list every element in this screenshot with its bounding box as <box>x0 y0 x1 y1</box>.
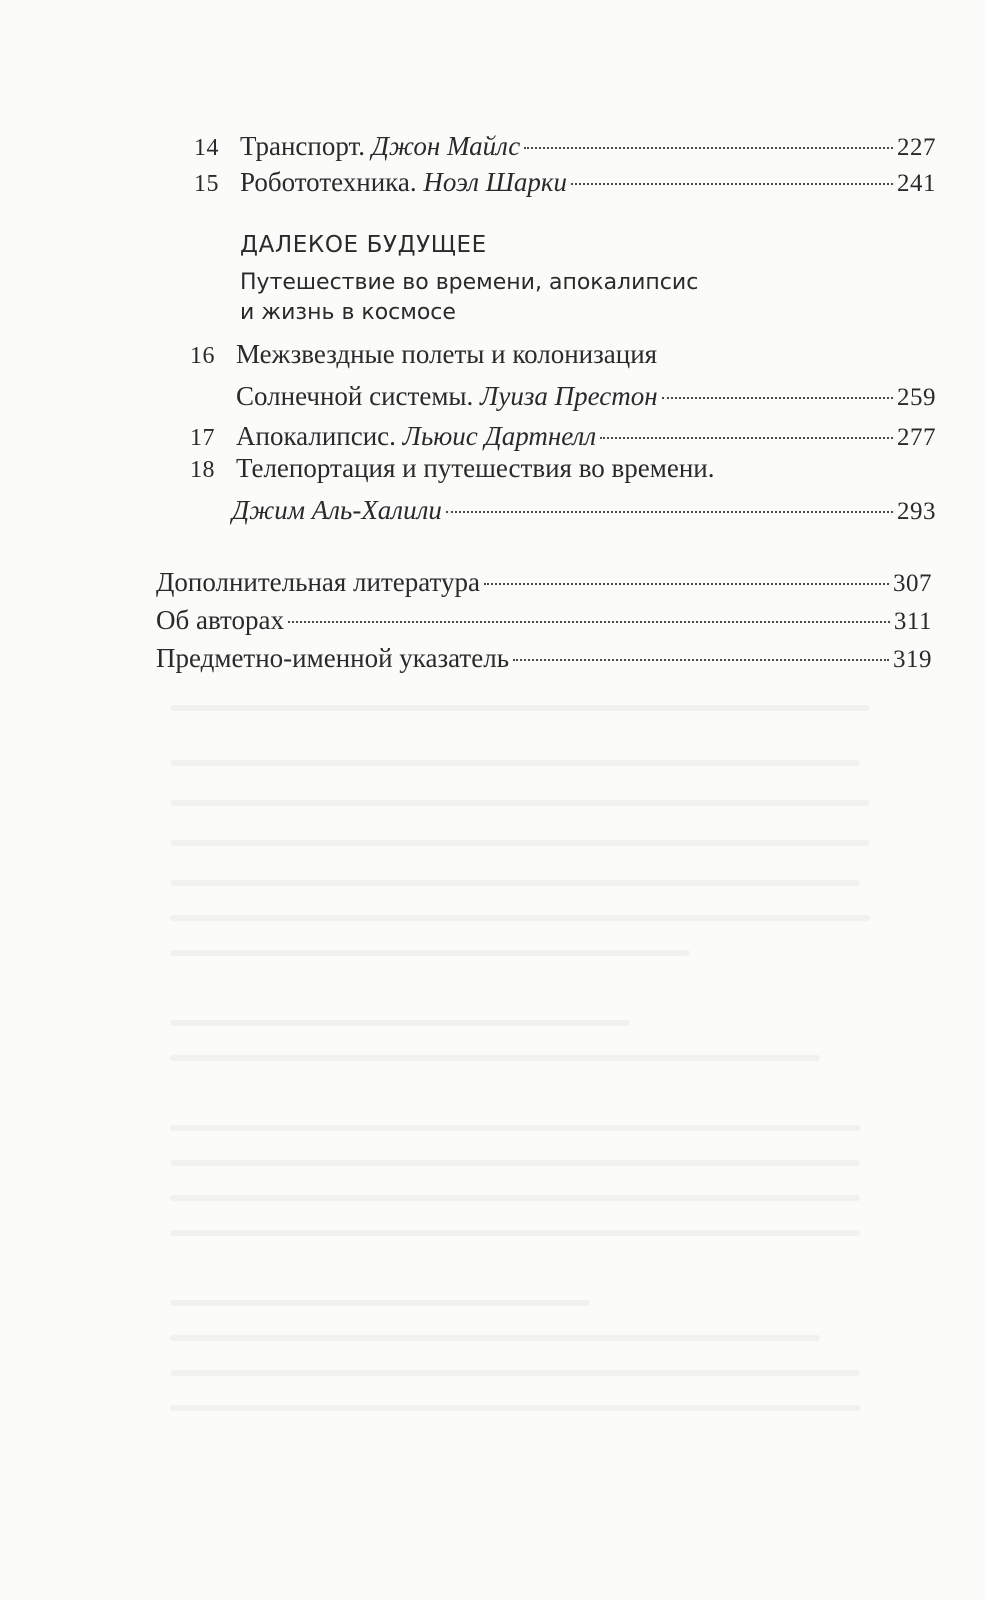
bleed-through <box>170 800 870 806</box>
section-subtitle: и жизнь в космосе <box>240 300 456 325</box>
back-matter-title: Об авторах <box>156 605 284 635</box>
bleed-through <box>170 1125 860 1131</box>
chapter-author: Луиза Престон <box>480 381 658 411</box>
dot-leader <box>571 183 893 185</box>
chapter-number: 14 <box>194 135 219 161</box>
chapter-number: 15 <box>194 171 219 197</box>
bleed-through <box>170 705 870 711</box>
chapter-author: Льюис Дартнелл <box>402 421 597 451</box>
toc-entry-14 <box>194 128 936 164</box>
chapter-author: Джим Аль-Халили <box>232 495 442 525</box>
toc-entry-bibliography <box>156 564 932 600</box>
page-number: 307 <box>893 570 932 597</box>
bleed-through <box>170 1230 860 1236</box>
chapter-title: Телепортация и путешествия во времени. <box>236 453 715 483</box>
page-number: 259 <box>897 384 936 411</box>
bleed-through <box>170 1370 860 1376</box>
dot-leader <box>513 659 889 661</box>
back-matter-title: Дополнительная литература <box>156 567 480 597</box>
bleed-through <box>170 840 870 846</box>
bleed-through <box>170 880 860 886</box>
chapter-number: 17 <box>190 425 215 451</box>
chapter-title: Транспорт. <box>240 131 365 161</box>
bleed-through <box>170 1020 630 1026</box>
bleed-through <box>170 950 690 956</box>
page-number: 293 <box>897 498 936 525</box>
chapter-title-continued: Солнечной системы. <box>236 381 474 411</box>
chapter-title: Межзвездные полеты и колонизация <box>236 339 658 369</box>
bleed-through <box>170 1160 860 1166</box>
toc-entry-18-continued <box>232 492 936 528</box>
toc-entry-authors <box>156 602 932 638</box>
chapter-author: Ноэл Шарки <box>423 167 568 197</box>
toc-entry-18 <box>190 450 936 486</box>
page-number: 319 <box>893 646 932 673</box>
page-number: 277 <box>897 424 936 451</box>
page-number: 227 <box>897 134 936 161</box>
chapter-title: Апокалипсис. <box>236 421 396 451</box>
section-subtitle: Путешествие во времени, апокалипсис <box>240 270 699 295</box>
bleed-through <box>170 915 870 921</box>
dot-leader <box>662 397 893 399</box>
dot-leader <box>600 437 893 439</box>
toc-entry-16 <box>190 336 936 372</box>
bleed-through <box>170 1195 860 1201</box>
bleed-through <box>170 1405 860 1411</box>
section-heading: ДАЛЕКОЕ БУДУЩЕЕ <box>240 232 487 258</box>
chapter-author: Джон Майлс <box>371 131 521 161</box>
chapter-number: 16 <box>190 343 215 369</box>
bleed-through <box>170 1335 820 1341</box>
bleed-through <box>170 1055 820 1061</box>
dot-leader <box>524 147 893 149</box>
page-number: 311 <box>893 608 932 635</box>
bleed-through <box>170 1300 590 1306</box>
dot-leader <box>288 621 890 623</box>
toc-entry-index <box>156 640 932 676</box>
bleed-through <box>170 760 860 766</box>
toc-entry-15 <box>194 164 936 200</box>
dot-leader <box>484 583 889 585</box>
chapter-title: Робототехника. <box>240 167 417 197</box>
back-matter-title: Предметно-именной указатель <box>156 643 510 673</box>
page-number: 241 <box>897 170 936 197</box>
dot-leader <box>446 511 893 513</box>
toc-entry-17 <box>190 418 936 454</box>
chapter-number: 18 <box>190 457 215 483</box>
toc-entry-16-continued <box>236 378 936 414</box>
